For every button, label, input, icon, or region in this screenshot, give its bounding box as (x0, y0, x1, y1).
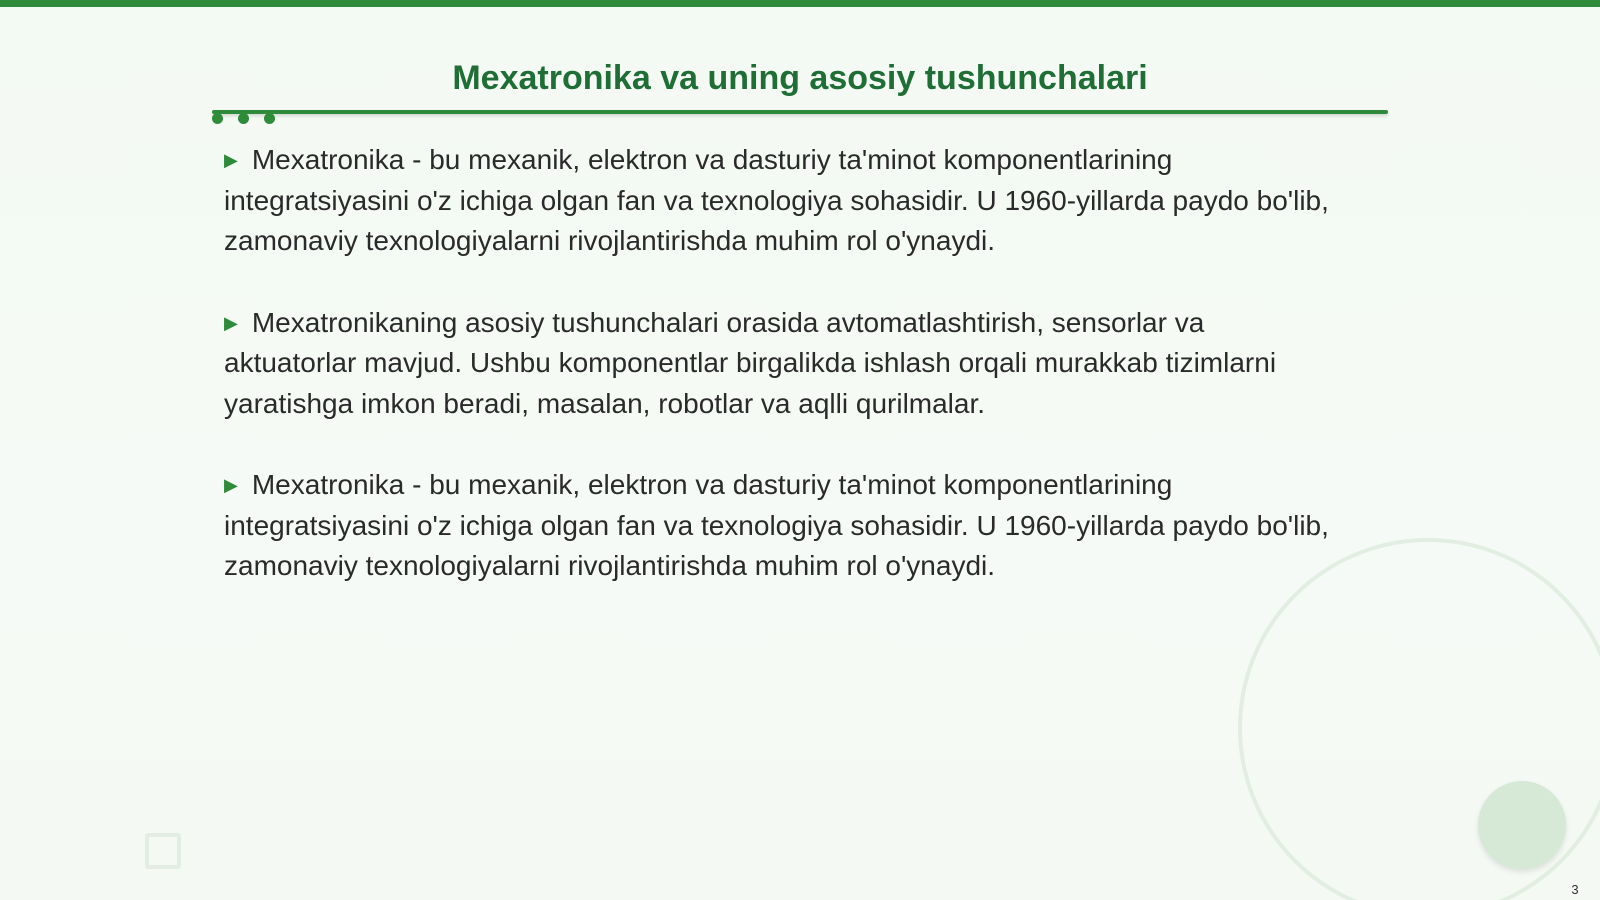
title-underline (212, 110, 1388, 114)
bullet-text: Mexatronikaning asosiy tushunchalari orasida avtomatlashtirish, sensorlar va aktuatorlar mavjud. Ushbu komponentlar birgalikda ishlash orqali murakkab tizimlarni yaratishga imkon beradi, masalan, robotlar va aqlli qurilmalar. (224, 306, 1277, 419)
decor-dot (264, 113, 275, 124)
decorative-square (145, 833, 181, 869)
bullet-item (224, 140, 1344, 262)
bullet-item (224, 465, 1344, 587)
decor-dot (238, 113, 249, 124)
bullet-arrow-icon: ▶ (224, 312, 238, 333)
bullet-text: Mexatronika - bu mexanik, elektron va dasturiy ta'minot komponentlarining integratsiyasini o'z ichiga olgan fan va texnologiya sohasidir. U 1960-yillarda paydo bo'lib, zamonaviy texnologiyalarni rivojlantirishda muhim rol o'ynaydi. (224, 144, 1329, 256)
title-dots-decoration (212, 113, 275, 125)
bullet-list (224, 140, 1344, 628)
decor-dot (212, 113, 223, 124)
bullet-arrow-icon: ▶ (224, 475, 238, 495)
bullet-arrow-icon: ▶ (224, 150, 238, 170)
top-accent-bar (0, 0, 1600, 7)
bullet-item (224, 303, 1344, 425)
page-number: 3 (1571, 882, 1579, 897)
slide-title: Mexatronika va uning asosiy tushunchalari (452, 59, 1148, 97)
decorative-circle (1478, 781, 1566, 869)
bullet-text: Mexatronika - bu mexanik, elektron va dasturiy ta'minot komponentlarining integratsiyasini o'z ichiga olgan fan va texnologiya sohasidir. U 1960-yillarda paydo bo'lib, zamonaviy texnologiyalarni rivojlantirishda muhim rol o'ynaydi. (224, 469, 1329, 581)
